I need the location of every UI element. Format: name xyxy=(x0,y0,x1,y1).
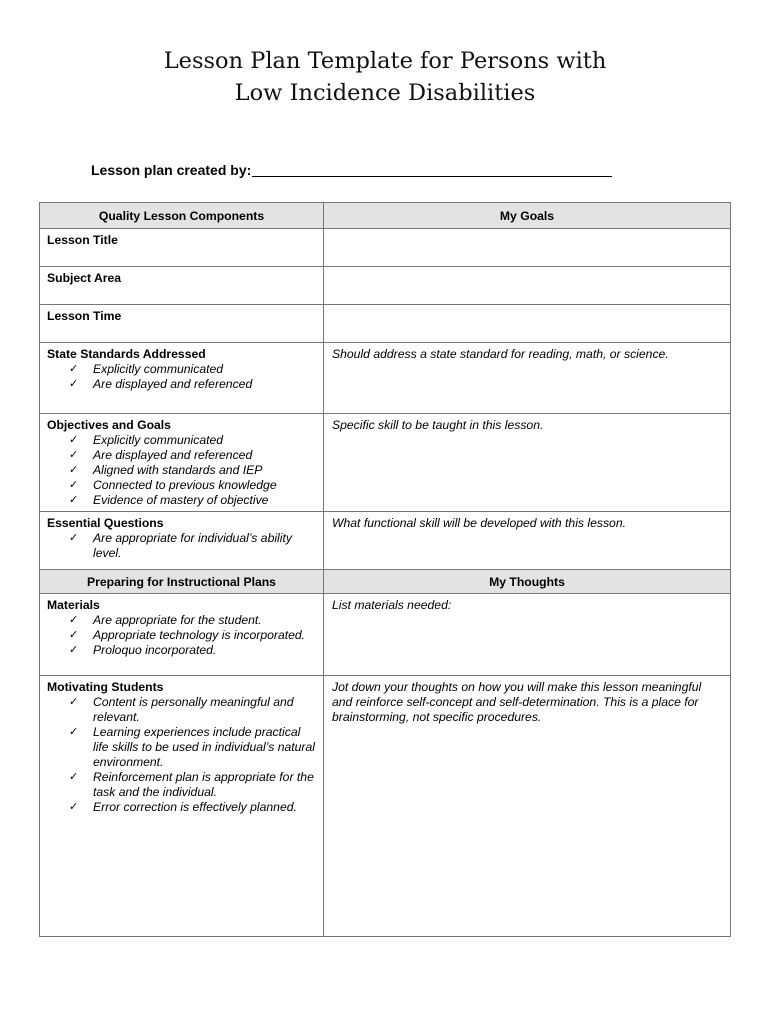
component-cell xyxy=(40,229,324,267)
header-thoughts: My Thoughts xyxy=(324,570,731,594)
checklist-item xyxy=(69,628,317,643)
header-preparing: Preparing for Instructional Plans xyxy=(40,570,324,594)
checklist-item-text: Evidence of mastery of objective xyxy=(93,493,269,507)
component-cell xyxy=(40,414,324,512)
checklist-item-text: Are appropriate for the student. xyxy=(93,613,262,627)
checkmark-icon: ✓ xyxy=(69,614,79,626)
table-row xyxy=(40,414,731,512)
table-row xyxy=(40,676,731,937)
checkmark-icon: ✓ xyxy=(69,532,79,544)
component-cell xyxy=(40,305,324,343)
table-row xyxy=(40,512,731,570)
component-cell xyxy=(40,676,324,937)
checklist xyxy=(47,695,317,815)
checklist-item xyxy=(69,695,317,725)
page-title xyxy=(0,45,770,109)
checkmark-icon: ✓ xyxy=(69,644,79,656)
checkmark-icon: ✓ xyxy=(69,696,79,708)
checklist-item xyxy=(69,448,317,463)
checklist-item-text: Are displayed and referenced xyxy=(93,448,253,462)
checklist-item xyxy=(69,478,317,493)
component-label: Objectives and Goals xyxy=(47,418,171,432)
header-goals: My Goals xyxy=(324,203,731,229)
component-label: Materials xyxy=(47,598,100,612)
checkmark-icon: ✓ xyxy=(69,771,79,783)
created-by-blank-line[interactable] xyxy=(252,162,612,177)
checkmark-icon: ✓ xyxy=(69,378,79,390)
checkmark-icon: ✓ xyxy=(69,434,79,446)
checklist-item-text: Reinforcement plan is appropriate for the task and the individual. xyxy=(93,770,314,799)
checkmark-icon: ✓ xyxy=(69,726,79,738)
component-label: Motivating Students xyxy=(47,680,164,694)
checkmark-icon: ✓ xyxy=(69,464,79,476)
goal-input-cell[interactable] xyxy=(324,229,731,267)
checklist-item xyxy=(69,362,317,377)
checkmark-icon: ✓ xyxy=(69,494,79,506)
component-label: Lesson Title xyxy=(47,233,118,247)
header-components: Quality Lesson Components xyxy=(40,203,324,229)
table-header-row xyxy=(40,203,731,229)
checklist-item-text: Are displayed and referenced xyxy=(93,377,253,391)
checklist-item xyxy=(69,725,317,770)
checklist xyxy=(47,531,317,561)
checkmark-icon: ✓ xyxy=(69,479,79,491)
table-row xyxy=(40,305,731,343)
table-row xyxy=(40,267,731,305)
checklist xyxy=(47,362,317,392)
checklist-item-text: Explicitly communicated xyxy=(93,433,224,447)
checklist xyxy=(47,433,317,508)
component-cell xyxy=(40,512,324,570)
component-label: State Standards Addressed xyxy=(47,347,206,361)
checkmark-icon: ✓ xyxy=(69,629,79,641)
title-line-2: Low Incidence Disabilities xyxy=(234,80,536,106)
goal-note: Should address a state standard for reading, math, or science. xyxy=(332,347,669,361)
component-cell xyxy=(40,343,324,414)
checkmark-icon: ✓ xyxy=(69,363,79,375)
goal-note: What functional skill will be developed with this lesson. xyxy=(332,516,626,530)
goal-input-cell[interactable] xyxy=(324,676,731,937)
checklist-item-text: Are appropriate for individual’s ability level. xyxy=(93,531,292,560)
table-row xyxy=(40,343,731,414)
created-by-label: Lesson plan created by: xyxy=(91,162,252,178)
lesson-plan-table xyxy=(39,202,731,937)
component-cell xyxy=(40,594,324,676)
checklist-item xyxy=(69,531,317,561)
table-row xyxy=(40,594,731,676)
component-cell xyxy=(40,267,324,305)
goal-input-cell[interactable] xyxy=(324,267,731,305)
checklist-item xyxy=(69,433,317,448)
checklist-item xyxy=(69,377,317,392)
checklist-item-text: Connected to previous knowledge xyxy=(93,478,277,492)
checklist-item-text: Explicitly communicated xyxy=(93,362,224,376)
checkmark-icon: ✓ xyxy=(69,801,79,813)
checklist-item xyxy=(69,643,317,658)
goal-input-cell[interactable] xyxy=(324,512,731,570)
checklist-item-text: Proloquo incorporated. xyxy=(93,643,217,657)
goal-note: List materials needed: xyxy=(332,598,452,612)
component-label: Essential Questions xyxy=(47,516,164,530)
checkmark-icon: ✓ xyxy=(69,449,79,461)
checklist-item-text: Learning experiences include practical life skills to be used in individual’s natural environment. xyxy=(93,725,315,769)
created-by-field[interactable] xyxy=(91,162,612,178)
checklist-item-text: Appropriate technology is incorporated. xyxy=(93,628,306,642)
table-section-header-row xyxy=(40,570,731,594)
checklist-item-text: Aligned with standards and IEP xyxy=(93,463,263,477)
checklist-item xyxy=(69,463,317,478)
checklist-item xyxy=(69,800,317,815)
checklist-item xyxy=(69,493,317,508)
goal-input-cell[interactable] xyxy=(324,414,731,512)
title-line-1: Lesson Plan Template for Persons with xyxy=(163,48,607,74)
checklist-item xyxy=(69,770,317,800)
goal-note: Jot down your thoughts on how you will make this lesson meaningful and reinforce self-concept and self-determination. This is a place for brainstorming, not specific procedures. xyxy=(332,680,702,724)
goal-input-cell[interactable] xyxy=(324,343,731,414)
checklist xyxy=(47,613,317,658)
goal-input-cell[interactable] xyxy=(324,305,731,343)
goal-input-cell[interactable] xyxy=(324,594,731,676)
checklist-item xyxy=(69,613,317,628)
component-label: Lesson Time xyxy=(47,309,122,323)
goal-note: Specific skill to be taught in this lesson. xyxy=(332,418,544,432)
checklist-item-text: Content is personally meaningful and relevant. xyxy=(93,695,294,724)
checklist-item-text: Error correction is effectively planned. xyxy=(93,800,297,814)
component-label: Subject Area xyxy=(47,271,122,285)
table-row xyxy=(40,229,731,267)
